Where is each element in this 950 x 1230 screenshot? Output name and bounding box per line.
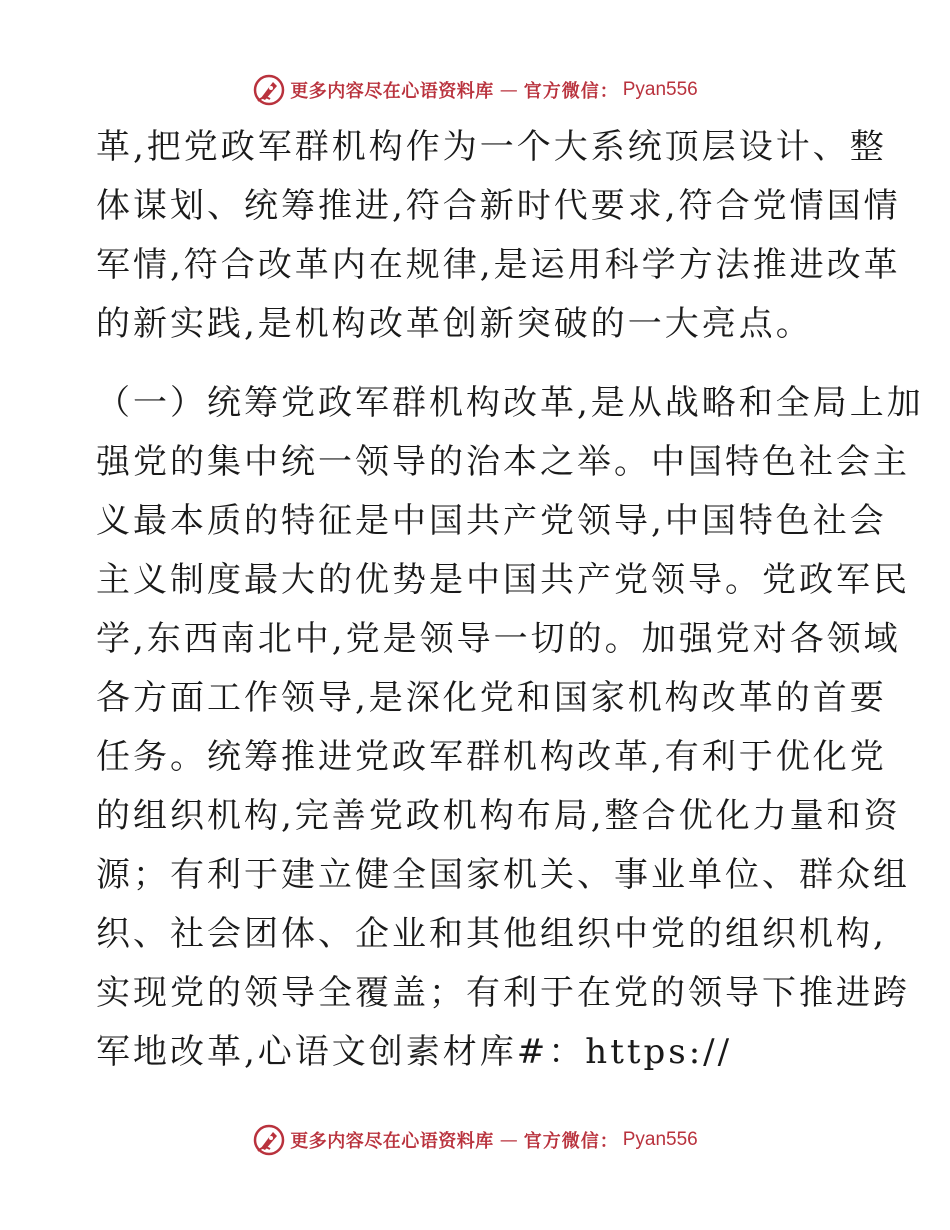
footer-banner — [0, 1120, 950, 1160]
text-line: 主义制度最大的优势是中国共产党领导。党政军民 — [96, 560, 910, 600]
text-line: （一）统筹党政军群机构改革,是从战略和全局上加 — [96, 383, 924, 423]
banner-wechat-id: Pyan556 — [622, 1129, 698, 1150]
text-line: 源；有利于建立健全国家机关、事业单位、群众组 — [96, 855, 910, 895]
text-line: 革,把党政军群机构作为一个大系统顶层设计、整 — [96, 127, 887, 167]
banner-site-name: 更多内容尽在心语资料库 — [290, 81, 494, 102]
text-line: 强党的集中统一领导的治本之举。中国特色社会主 — [96, 442, 910, 482]
paragraph-2 — [96, 374, 924, 1082]
banner-dash: — — [499, 1129, 518, 1151]
text-line: 实现党的领导全覆盖；有利于在党的领导下推进跨 — [96, 973, 910, 1013]
header-banner — [0, 70, 950, 110]
text-line: 体谋划、统筹推进,符合新时代要求,符合党情国情 — [96, 186, 901, 226]
document-body — [96, 118, 924, 1082]
banner-wechat-id: Pyan556 — [622, 79, 698, 100]
text-line: 学,东西南北中,党是领导一切的。加强党对各领域 — [96, 619, 901, 659]
paragraph-gap — [96, 354, 856, 374]
banner-official-label: 官方微信： — [523, 81, 619, 102]
pen-nib-logo-icon — [252, 73, 286, 107]
text-line: 各方面工作领导,是深化党和国家机构改革的首要 — [96, 678, 887, 718]
banner-dash: — — [499, 79, 518, 101]
text-line: 的新实践,是机构改革创新突破的一大亮点。 — [96, 304, 813, 344]
banner-official-label: 官方微信： — [523, 1131, 619, 1152]
text-line: 任务。统筹推进党政军群机构改革,有利于优化党 — [96, 737, 887, 777]
pen-nib-logo-icon — [252, 1123, 286, 1157]
text-line: 军地改革,心语文创素材库#：https:// — [96, 1032, 733, 1072]
text-line: 织、社会团体、企业和其他组织中党的组织机构, — [96, 914, 887, 954]
text-line: 义最本质的特征是中国共产党领导,中国特色社会 — [96, 501, 887, 541]
text-line: 军情,符合改革内在规律,是运用科学方法推进改革 — [96, 245, 901, 285]
text-line: 的组织机构,完善党政机构布局,整合优化力量和资 — [96, 796, 901, 836]
banner-site-name: 更多内容尽在心语资料库 — [290, 1131, 494, 1152]
paragraph-1 — [96, 118, 901, 354]
